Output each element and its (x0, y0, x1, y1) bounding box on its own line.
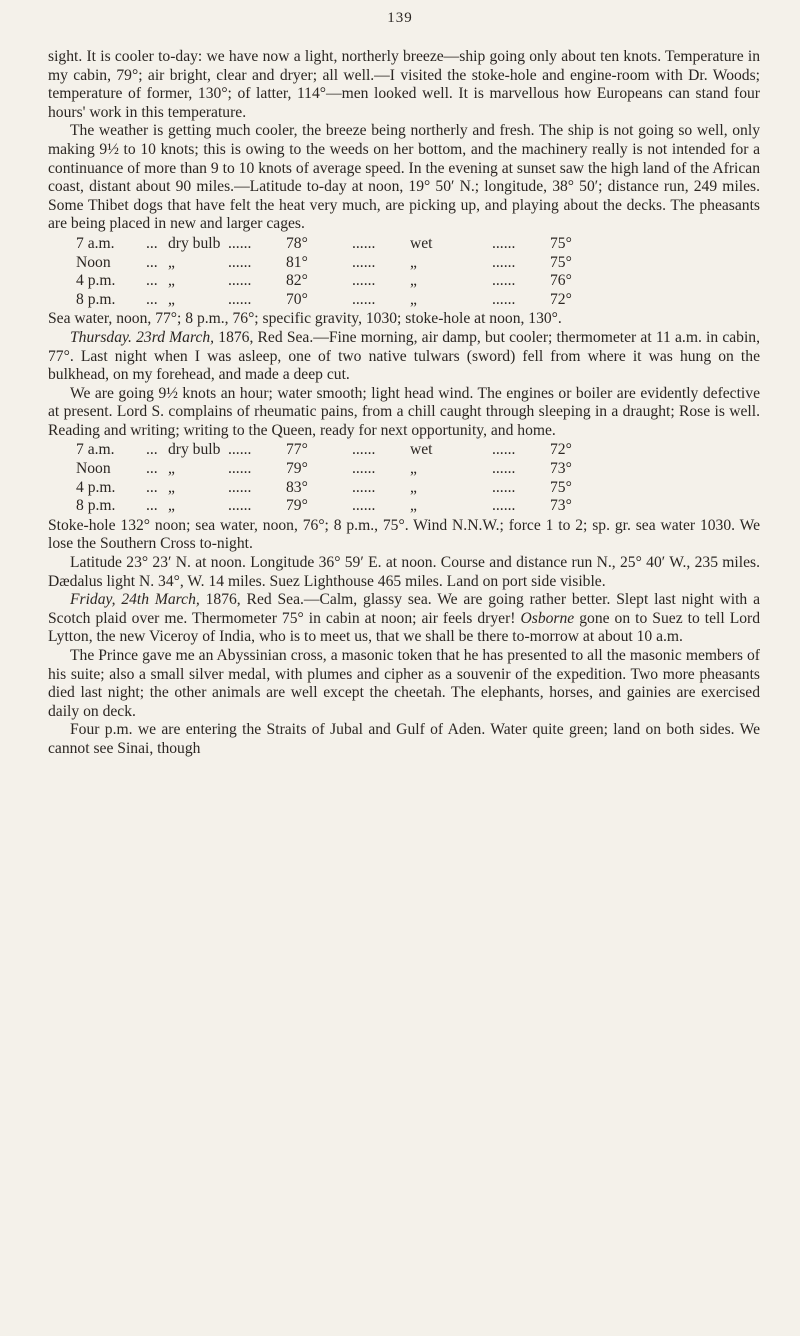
time-cell: Noon (76, 460, 111, 478)
wet-bulb-value: 76° (550, 272, 572, 290)
bulb-label: „ (168, 478, 175, 496)
wet-bulb-value: 75° (550, 478, 572, 496)
table-row (76, 497, 590, 516)
wet-label: „ (410, 497, 417, 515)
weather-table-1 (76, 235, 590, 309)
bulb-label: „ (168, 253, 175, 271)
table-row (76, 291, 590, 310)
leader-dots: ...... (352, 497, 376, 515)
wet-label: „ (410, 478, 417, 496)
wet-label: wet (410, 234, 433, 252)
leader-dots: ... (146, 497, 158, 515)
leader-dots: ...... (352, 234, 376, 252)
leader-dots: ...... (228, 290, 252, 308)
wet-label: „ (410, 460, 417, 478)
paragraph: Four p.m. we are entering the Straits of Jubal and Gulf of Aden. Water quite green; land on both sides. We cannot see Sinai, though (48, 721, 760, 757)
entry-text: 1876, Red Sea.—Calm, glassy sea. We are going rather better. Slept last night with a Scotch plaid over me. Thermometer 75° in cabin at noon; air feels dryer! (48, 591, 760, 627)
entry-date-heading: Friday, 24th March, (70, 591, 200, 609)
table-row (76, 460, 590, 479)
paragraph: We are going 9½ knots an hour; water smooth; light head wind. The engines or boiler are evidently defective at present. Lord S. complains of rheumatic pains, from a chill caught through sleeping in a draught; Rose is well. Reading and writing; writing to the Queen, ready for next opportunity, and home. (48, 384, 760, 439)
bulb-label: „ (168, 272, 175, 290)
dry-bulb-value: 82° (286, 272, 308, 290)
dry-bulb-value: 83° (286, 478, 308, 496)
bulb-label: dry bulb (168, 234, 221, 252)
diary-entry-thursday (48, 329, 760, 385)
table-row (76, 441, 590, 460)
wet-label: „ (410, 290, 417, 308)
time-cell: 7 a.m. (76, 234, 115, 252)
diary-entry-friday (48, 591, 760, 647)
paragraph: The Prince gave me an Abyssinian cross, a masonic token that he has presented to all the masonic members of his suite; also a small silver medal, with plumes and cipher as a souvenir of the expedition. Two more pheasants died last night; the other animals are well except the cheetah. The elephants, horses, and gainies are exercised daily on deck. (48, 647, 760, 720)
dry-bulb-value: 78° (286, 234, 308, 252)
dry-bulb-value: 79° (286, 497, 308, 515)
dry-bulb-value: 81° (286, 253, 308, 271)
leader-dots: ... (146, 290, 158, 308)
table-row (76, 272, 590, 291)
leader-dots: ...... (352, 441, 376, 459)
leader-dots: ... (146, 478, 158, 496)
leader-dots: ...... (492, 497, 516, 515)
leader-dots: ...... (352, 460, 376, 478)
table-row (76, 479, 590, 498)
bulb-label: „ (168, 290, 175, 308)
paragraph: Latitude 23° 23′ N. at noon. Longitude 36° 59′ E. at noon. Course and distance run N., 25° 40′ W., 235 miles. Dædalus light N. 34°, W. 14 miles. Suez Lighthouse 465 miles. Land on port side visible. (48, 554, 760, 590)
time-cell: 7 a.m. (76, 441, 115, 459)
dry-bulb-value: 70° (286, 290, 308, 308)
leader-dots: ...... (228, 497, 252, 515)
wet-bulb-value: 75° (550, 253, 572, 271)
bulb-label: „ (168, 497, 175, 515)
leader-dots: ...... (352, 253, 376, 271)
bulb-label: dry bulb (168, 441, 221, 459)
ship-name: Osborne (520, 609, 575, 627)
leader-dots: ... (146, 460, 158, 478)
wet-label: „ (410, 272, 417, 290)
paragraph: sight. It is cooler to-day: we have now a light, northerly breeze—ship going only about ten knots. Temperature in my cabin, 79°; air bright, clear and dryer; all well.—I visited the stoke-hole and engine-room with Dr. Woods; temperature of former, 130°; of latter, 114°—men looked well. It is marvellous how Europeans can stand four hours' work in this temperature. (48, 48, 760, 121)
time-cell: 8 p.m. (76, 497, 116, 515)
leader-dots: ...... (492, 253, 516, 271)
leader-dots: ... (146, 234, 158, 252)
entry-text: 1876, Red Sea.—Fine morning, air damp, but cooler; thermometer at 11 a.m. in cabin, 77°. Last night when I was asleep, one of two native tulwars (sword) fell from where it was hung on the bulkhead, on my forehead, and made a deep cut. (48, 328, 761, 384)
table-row (76, 235, 590, 254)
time-cell: 8 p.m. (76, 290, 116, 308)
paragraph: Stoke-hole 132° noon; sea water, noon, 76°; 8 p.m., 75°. Wind N.N.W.; force 1 to 2; sp. gr. sea water 1030. We lose the Southern Cross to-night. (48, 516, 760, 553)
leader-dots: ...... (228, 253, 252, 271)
table-row (76, 254, 590, 273)
leader-dots: ...... (228, 460, 252, 478)
wet-bulb-value: 72° (550, 290, 572, 308)
page-body (48, 48, 760, 759)
leader-dots: ...... (228, 478, 252, 496)
leader-dots: ... (146, 253, 158, 271)
leader-dots: ...... (352, 290, 376, 308)
time-cell: Noon (76, 253, 111, 271)
paragraph: The weather is getting much cooler, the breeze being northerly and fresh. The ship is not going so well, only making 9½ to 10 knots; this is owing to the weeds on her bottom, and the machinery really is not intended for a continuance of more than 9 to 10 knots of average speed. In the evening at sunset saw the high land of the African coast, distant about 90 miles.—Latitude to-day at noon, 19° 50′ N.; longitude, 38° 50′; distance run, 249 miles. Some Thibet dogs that have felt the heat very much, are picking up, and playing about the decks. The pheasants are being placed in new and larger cages. (48, 122, 760, 233)
bulb-label: „ (168, 460, 175, 478)
wet-bulb-value: 75° (550, 234, 572, 252)
wet-bulb-value: 73° (550, 497, 572, 515)
dry-bulb-value: 79° (286, 460, 308, 478)
leader-dots: ...... (492, 460, 516, 478)
leader-dots: ...... (228, 234, 252, 252)
leader-dots: ...... (492, 272, 516, 290)
leader-dots: ...... (492, 234, 516, 252)
leader-dots: ...... (492, 478, 516, 496)
entry-text: gone on to Suez to tell Lord Lytton, the new Viceroy of India, who is to meet us, that we shall be there to-morrow at about 10 a.m. (48, 609, 761, 646)
leader-dots: ... (146, 441, 158, 459)
entry-date-heading: Thursday. 23rd March, (70, 328, 215, 346)
page-number: 139 (387, 10, 413, 26)
wet-label: „ (410, 253, 417, 271)
wet-label: wet (410, 441, 433, 459)
leader-dots: ...... (352, 272, 376, 290)
wet-bulb-value: 73° (550, 460, 572, 478)
weather-table-2 (76, 441, 590, 515)
leader-dots: ...... (228, 272, 252, 290)
leader-dots: ...... (352, 478, 376, 496)
leader-dots: ...... (228, 441, 252, 459)
wet-bulb-value: 72° (550, 441, 572, 459)
leader-dots: ...... (492, 441, 516, 459)
dry-bulb-value: 77° (286, 441, 308, 459)
time-cell: 4 p.m. (76, 272, 116, 290)
paragraph: Sea water, noon, 77°; 8 p.m., 76°; specific gravity, 1030; stoke-hole at noon, 130°. (48, 310, 562, 328)
leader-dots: ... (146, 272, 158, 290)
leader-dots: ...... (492, 290, 516, 308)
time-cell: 4 p.m. (76, 478, 116, 496)
